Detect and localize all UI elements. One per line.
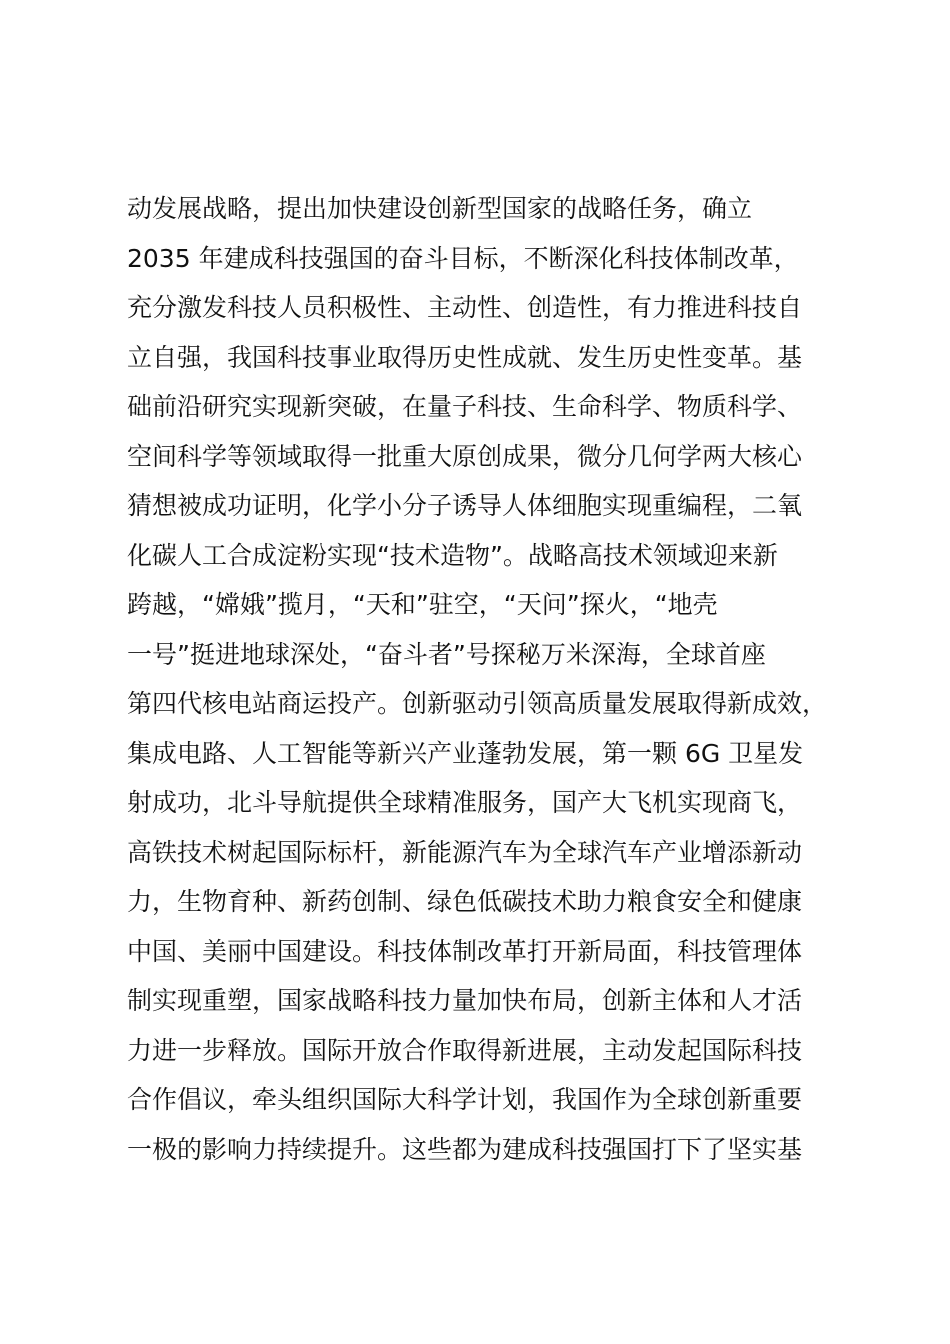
text-line-3: 充分激发科技人员积极性、主动性、创造性，有力推进科技自 [127,293,803,322]
text-line-12: 集成电路、人工智能等新兴产业蓬勃发展，第一颗 6G 卫星发 [127,738,804,768]
text-line-6: 空间科学等领域取得一批重大原创成果，微分几何学两大核心 [127,441,803,471]
text-line-9: 跨越，“嫦娥”揽月，“天和”驻空，“天问”探火，“地壳 [127,590,718,619]
text-line-5: 础前沿研究实现新突破，在量子科技、生命科学、物质科学、 [127,392,803,421]
text-line-8: 化碳人工合成淀粉实现“技术造物”。战略高技术领域迎来新 [127,540,778,570]
text-line-1: 动发展战略，提出加快建设创新型国家的战略任务，确立 [127,194,753,223]
text-line-14: 高铁技术树起国际标杆，新能源汽车为全球汽车产业增添新动 [127,837,803,867]
text-line-11: 第四代核电站商运投产。创新驱动引领高质量发展取得新成效， [127,689,828,718]
text-line-19: 合作倡议，牵头组织国际大科学计划，我国作为全球创新重要 [127,1085,803,1114]
text-line-15: 力，生物育种、新药创制、绿色低碳技术助力粮食安全和健康 [127,887,803,916]
text-line-16: 中国、美丽中国建设。科技体制改革打开新局面，科技管理体 [127,936,803,966]
text-line-10: 一号”挺进地球深处，“奋斗者”号探秘万米深海，全球首座 [127,639,766,669]
text-line-17: 制实现重塑，国家战略科技力量加快布局，创新主体和人才活 [127,986,803,1015]
body-paragraph [127,184,867,1174]
text-line-13: 射成功，北斗导航提供全球精准服务，国产大飞机实现商飞， [127,788,803,817]
text-line-2: 2035 年建成科技强国的奋斗目标，不断深化科技体制改革， [127,243,799,273]
text-line-20: 一极的影响力持续提升。这些都为建成科技强国打下了坚实基 [127,1134,803,1164]
text-line-7: 猜想被成功证明，化学小分子诱导人体细胞实现重编程，二氧 [127,491,803,520]
text-line-4: 立自强，我国科技事业取得历史性成就、发生历史性变革。基 [127,342,803,372]
text-line-18: 力进一步释放。国际开放合作取得新进展，主动发起国际科技 [127,1035,803,1065]
